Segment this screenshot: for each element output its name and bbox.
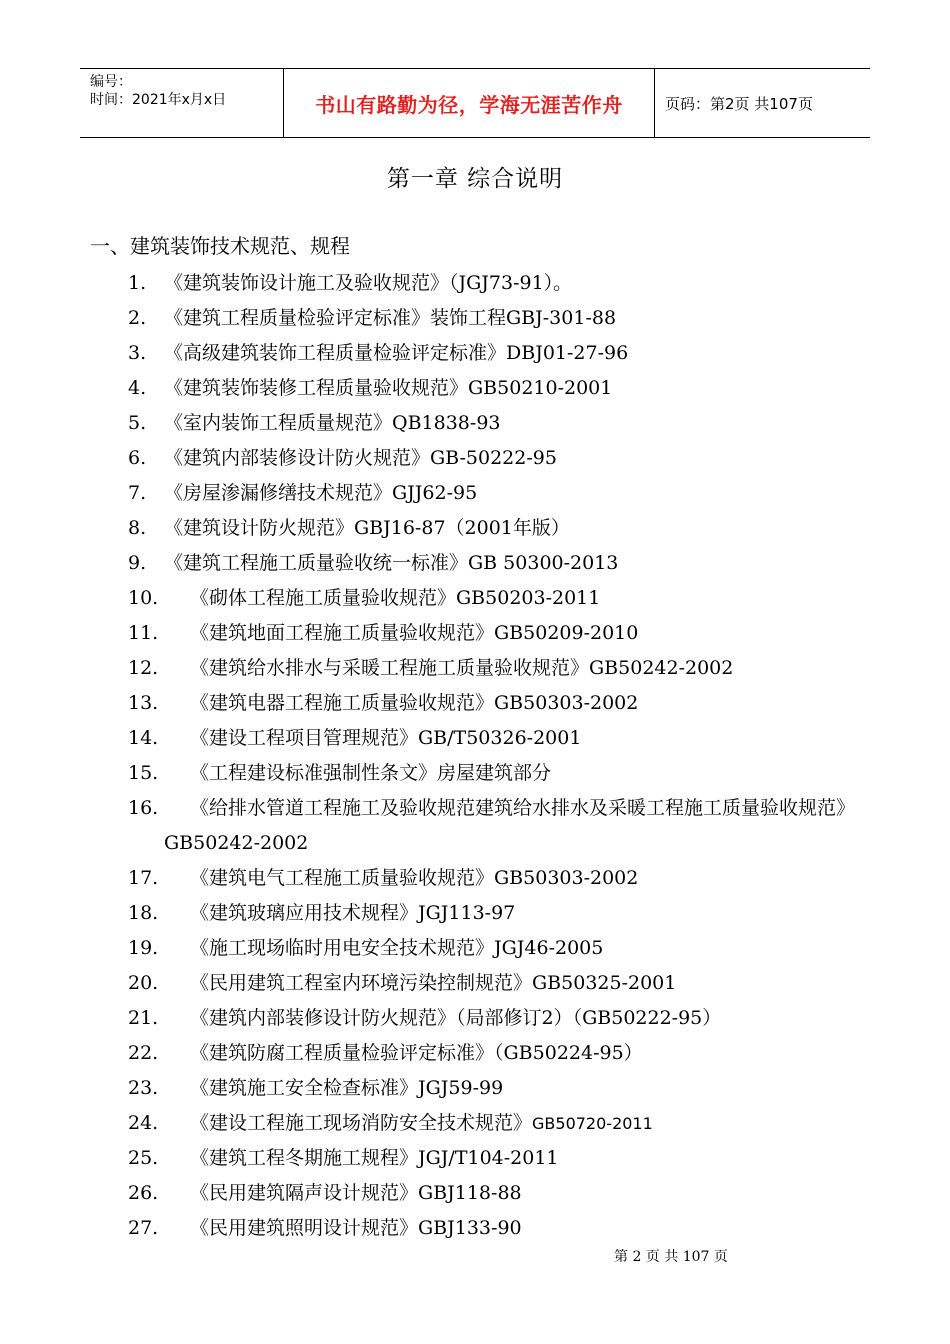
item-number: 1. — [128, 272, 147, 294]
item-title: 《建筑地面工程施工质量验收规范》GB50209-2010 — [190, 622, 639, 644]
item-title: 《建筑防腐工程质量检验评定标准》（GB50224-95） — [190, 1042, 643, 1064]
item-title: 《施工现场临时用电安全技术规范》JGJ46-2005 — [190, 937, 604, 959]
item-text — [164, 301, 616, 336]
item-title: 《给排水管道工程施工及验收规范建筑给水排水及采暖工程施工质量验收规范》GB50242-2002 — [164, 797, 856, 854]
item-title: 《民用建筑隔声设计规范》GBJ118-88 — [190, 1182, 522, 1204]
list-item — [0, 441, 950, 476]
item-number: 7. — [128, 482, 147, 504]
item-text — [164, 406, 501, 441]
list-item — [0, 476, 950, 511]
item-title: 《建筑玻璃应用技术规程》JGJ113-97 — [190, 902, 516, 924]
item-number: 18. — [128, 902, 159, 924]
item-title: 《建筑给水排水与采暖工程施工质量验收规范》GB50242-2002 — [190, 657, 734, 679]
header-page-info: 页码：第2页 共107页 — [665, 94, 813, 113]
list-item — [0, 931, 950, 966]
item-text — [190, 581, 600, 616]
item-text — [190, 1211, 522, 1246]
item-title: 《高级建筑装饰工程质量检验评定标准》DBJ01-27-96 — [164, 342, 629, 364]
item-number: 22. — [128, 1042, 159, 1064]
item-title: 《建筑工程施工质量验收统一标准》GB 50300-2013 — [164, 552, 619, 574]
item-text — [190, 756, 551, 791]
item-text — [190, 1141, 559, 1176]
item-number: 27. — [128, 1217, 159, 1239]
list-item — [0, 511, 950, 546]
item-text — [190, 1001, 721, 1036]
item-text — [190, 966, 676, 1001]
item-text — [190, 651, 733, 686]
item-text — [164, 441, 557, 476]
item-number: 11. — [128, 622, 159, 644]
item-text — [190, 931, 603, 966]
item-code: GB50720-2011 — [532, 1114, 653, 1133]
item-text — [190, 721, 581, 756]
item-title: 《建设工程项目管理规范》GB/T50326-2001 — [190, 727, 582, 749]
item-number: 9. — [128, 552, 147, 574]
item-number: 20. — [128, 972, 159, 994]
list-item — [0, 266, 950, 301]
list-item — [0, 966, 950, 1001]
item-number: 21. — [128, 1007, 159, 1029]
item-number: 17. — [128, 867, 159, 889]
list-item — [0, 1141, 950, 1176]
item-title: 《建筑内部装修设计防火规范》（局部修订2）（GB50222-95） — [190, 1007, 722, 1029]
item-number: 13. — [128, 692, 159, 714]
item-text — [164, 546, 618, 581]
item-text — [190, 1176, 522, 1211]
item-number: 8. — [128, 517, 147, 539]
item-number: 14. — [128, 727, 159, 749]
item-title: 《建筑工程质量检验评定标准》装饰工程GBJ-301-88 — [164, 307, 617, 329]
item-number: 4. — [128, 377, 147, 399]
item-title: 《建筑设计防火规范》GBJ16-87（2001年版） — [164, 517, 570, 539]
list-item — [0, 1106, 950, 1141]
item-title: 《建筑装饰设计施工及验收规范》（JGJ73-91）。 — [164, 272, 573, 294]
item-title: 《建筑电器工程施工质量验收规范》GB50303-2002 — [190, 692, 639, 714]
item-text — [190, 896, 515, 931]
list-item — [0, 1071, 950, 1106]
item-text — [164, 266, 572, 301]
chapter-title: 第一章 综合说明 — [386, 166, 564, 192]
list-item — [0, 1001, 950, 1036]
item-text — [190, 1036, 643, 1071]
item-text — [164, 336, 628, 371]
item-number: 6. — [128, 447, 147, 469]
page-header — [80, 68, 870, 138]
item-title: 《砌体工程施工质量验收规范》GB50203-2011 — [190, 587, 601, 609]
time-label: 时间：2021年x月x日 — [90, 92, 227, 108]
list-item — [0, 406, 950, 441]
item-title: 《建筑内部装修设计防火规范》GB-50222-95 — [164, 447, 557, 469]
item-number: 10. — [128, 587, 159, 609]
item-number: 19. — [128, 937, 159, 959]
item-number: 26. — [128, 1182, 159, 1204]
list-item — [0, 1176, 950, 1211]
item-text — [190, 1106, 653, 1141]
item-number: 3. — [128, 342, 147, 364]
item-title: 《建筑施工安全检查标准》JGJ59-99 — [190, 1077, 504, 1099]
list-item — [0, 686, 950, 721]
item-text — [164, 476, 477, 511]
item-number: 16. — [128, 797, 159, 819]
list-item — [0, 336, 950, 371]
item-number: 5. — [128, 412, 147, 434]
list-item — [0, 371, 950, 406]
page-footer: 第 2 页 共 107 页 — [614, 1249, 728, 1265]
header-meta — [80, 69, 283, 137]
list-item — [0, 546, 950, 581]
item-title: 《工程建设标准强制性条文》房屋建筑部分 — [190, 762, 552, 784]
item-title: 《建筑工程冬期施工规程》JGJ/T104-2011 — [190, 1147, 559, 1169]
item-text — [164, 791, 859, 861]
section-heading: 一、建筑装饰技术规范、规程 — [90, 234, 350, 258]
list-item — [0, 721, 950, 756]
list-item — [0, 896, 950, 931]
item-title: 《建筑电气工程施工质量验收规范》GB50303-2002 — [190, 867, 639, 889]
item-text — [190, 861, 638, 896]
item-number: 23. — [128, 1077, 159, 1099]
item-number: 24. — [128, 1112, 159, 1134]
header-motto-cell — [283, 69, 655, 137]
item-number: 2. — [128, 307, 147, 329]
item-title: 《建筑装饰装修工程质量验收规范》GB50210-2001 — [164, 377, 613, 399]
standards-list — [0, 266, 950, 1246]
list-item — [0, 1036, 950, 1071]
list-item — [0, 756, 950, 791]
list-item — [0, 581, 950, 616]
list-item — [0, 651, 950, 686]
item-text — [190, 686, 638, 721]
list-item — [0, 301, 950, 336]
item-text — [164, 511, 570, 546]
item-title: 《民用建筑工程室内环境污染控制规范》GB50325-2001 — [190, 972, 677, 994]
item-text — [164, 371, 612, 406]
code-label: 编号： — [90, 74, 132, 90]
header-motto: 书山有路勤为径，学海无涯苦作舟 — [315, 92, 623, 117]
item-title: 《民用建筑照明设计规范》GBJ133-90 — [190, 1217, 522, 1239]
list-item — [0, 861, 950, 896]
item-number: 12. — [128, 657, 159, 679]
item-text — [190, 1071, 503, 1106]
item-title: 《室内装饰工程质量规范》QB1838-93 — [164, 412, 501, 434]
list-item — [0, 791, 950, 861]
list-item — [0, 616, 950, 651]
item-number: 15. — [128, 762, 159, 784]
item-title: 《房屋渗漏修缮技术规范》GJJ62-95 — [164, 482, 478, 504]
item-text — [190, 616, 638, 651]
item-title: 《建设工程施工现场消防安全技术规范》 — [190, 1112, 533, 1134]
item-number: 25. — [128, 1147, 159, 1169]
list-item — [0, 1211, 950, 1246]
